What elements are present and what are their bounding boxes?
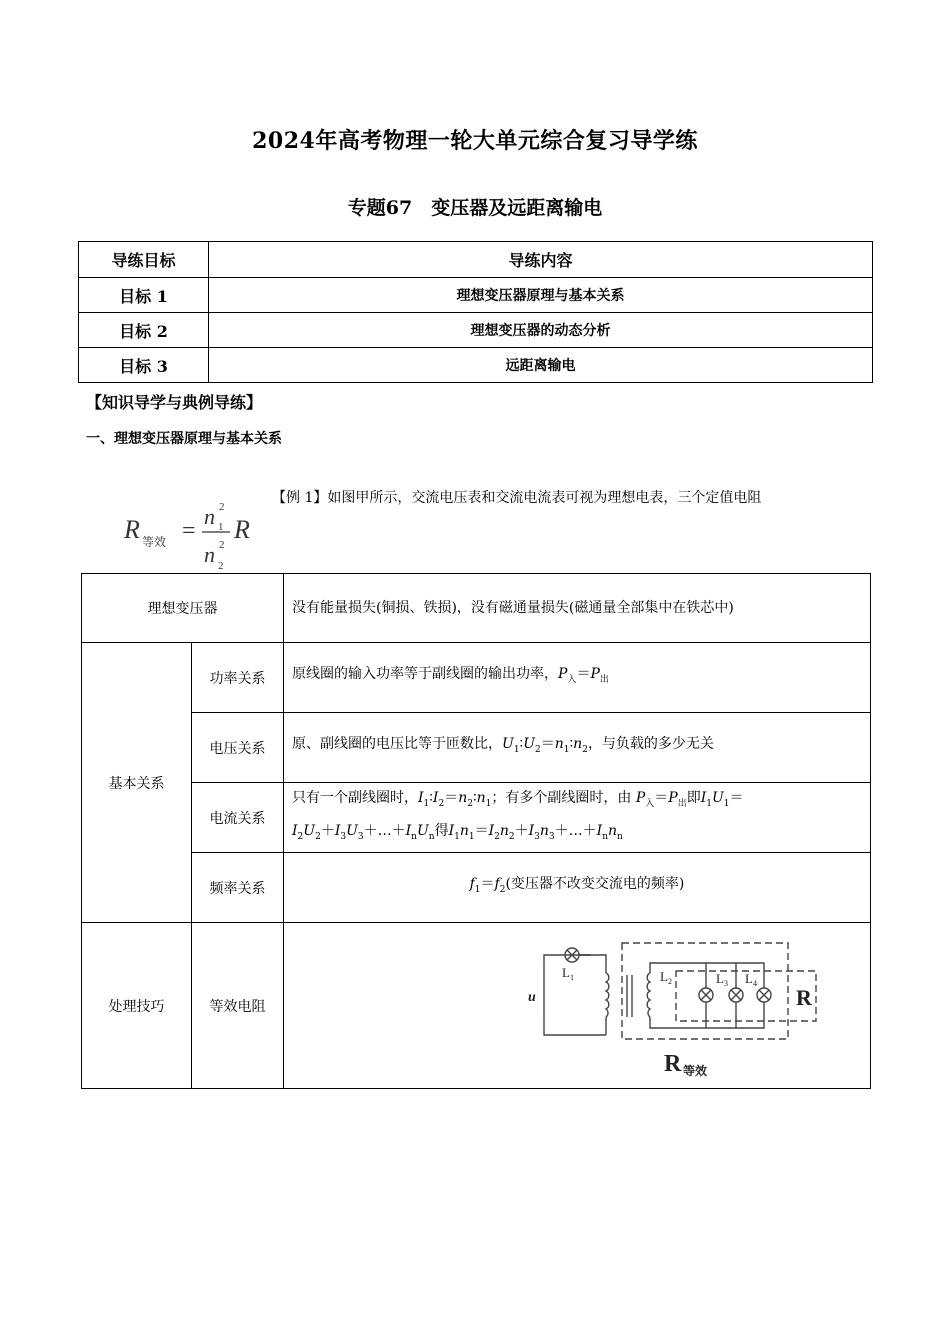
formula-lhs-sub: 等效 <box>142 535 167 549</box>
ideal-transformer-desc: 没有能量损失(铜损、铁损)，没有磁通量损失(磁通量全部集中在铁芯中) <box>284 574 871 643</box>
goals-target-cell: 目标 1 <box>79 278 209 313</box>
formula-den-sup: 2 <box>219 539 225 551</box>
goals-header-row <box>79 242 873 278</box>
formula-num-sup: 2 <box>219 501 225 513</box>
equivalent-resistance-circuit-diagram <box>526 933 826 1078</box>
voltage-relation-desc: 原、副线圈的电压比等于匝数比，$U_1∶U_2=n_1∶n_2$，与负载的多少无关 <box>284 713 871 783</box>
req-dashed-box <box>622 943 788 1039</box>
frequency-relation-label: 频率关系 <box>192 853 284 923</box>
r-label: R <box>796 985 812 1010</box>
secondary-coil-icon <box>647 973 650 1017</box>
req-sub: 等效 <box>683 1064 708 1078</box>
lamp-l3-label: L <box>716 971 724 986</box>
goals-row <box>79 348 873 383</box>
voltage-relation-label: 电压关系 <box>192 713 284 783</box>
formula-equals: = <box>182 518 196 544</box>
goals-content-cell: 远距离输电 <box>209 348 873 383</box>
goals-content-cell: 理想变压器的动态分析 <box>209 313 873 348</box>
formula-denominator: n <box>204 542 215 567</box>
circuit-cell <box>284 923 871 1089</box>
section-1-heading: 一、理想变压器原理与基本关系 <box>86 431 282 447</box>
power-relation-label: 功率关系 <box>192 643 284 713</box>
table-row <box>82 923 871 1089</box>
primary-coil-icon <box>606 973 609 1017</box>
equivalent-resistance-formula <box>122 494 272 574</box>
lamp-l4-sub: 4 <box>753 979 757 988</box>
formula-den-sub: 2 <box>218 560 224 572</box>
goals-row <box>79 278 873 313</box>
lamp-l1-sub: 1 <box>570 973 574 982</box>
formula-lhs: R <box>124 515 140 544</box>
current-relation-label: 电流关系 <box>192 783 284 853</box>
techniques-label: 处理技巧 <box>82 923 192 1089</box>
transformer-table <box>81 573 871 1089</box>
equivalent-resistance-label: 等效电阻 <box>192 923 284 1089</box>
lamp-l4-icon <box>757 988 771 1002</box>
frequency-relation-desc: $f_1=f_2$(变压器不改变交流电的频率) <box>284 853 871 923</box>
goals-target-cell: 目标 2 <box>79 313 209 348</box>
lamp-l4-label: L <box>745 971 753 986</box>
ideal-transformer-label: 理想变压器 <box>82 574 284 643</box>
goals-table <box>78 241 873 383</box>
power-relation-desc: 原线圈的输入功率等于副线圈的输出功率，$P_入=P_出$ <box>284 643 871 713</box>
formula-num-sub: 1 <box>218 521 224 533</box>
primary-wire <box>544 955 606 1035</box>
lamp-l2-label: L <box>660 969 668 984</box>
document-title: 2024年高考物理一轮大单元综合复习导学练 <box>252 128 698 154</box>
table-row <box>82 643 871 713</box>
formula-rhs: R <box>234 515 250 544</box>
secondary-wire-bottom <box>650 1011 764 1028</box>
table-row <box>82 783 871 853</box>
formula-numerator: n <box>204 504 215 529</box>
goals-header-content: 导练内容 <box>209 242 873 278</box>
lamp-l2-sub: 2 <box>668 977 672 986</box>
lamp-l3-sub: 3 <box>724 979 728 988</box>
lamp-l2-icon <box>699 988 713 1002</box>
table-row <box>82 853 871 923</box>
voltage-u-label: u <box>528 990 536 1005</box>
req-label: R <box>664 1051 682 1077</box>
lamp-l3-icon <box>729 988 743 1002</box>
goals-content-cell: 理想变压器原理与基本关系 <box>209 278 873 313</box>
goals-header-target: 导练目标 <box>79 242 209 278</box>
document-subtitle: 专题67 变压器及远距离输电 <box>347 197 603 219</box>
current-relation-desc: 只有一个副线圈时，$I_1∶I_2=n_2∶n_1$；有多个副线圈时，由 $P_入=P_出$即$I_1U_1=$ $I_2U_2+I_3U_3+\dots+I_nU_n$得$I_1n_1=I_2n_2+I_3n_3+\dots+I_nn_n$ <box>284 783 871 853</box>
table-row <box>82 574 871 643</box>
section-heading: 【知识导学与典例导练】 <box>86 393 263 412</box>
lamp-l1-label: L <box>562 965 570 980</box>
basic-relations-label: 基本关系 <box>82 643 192 923</box>
table-row <box>82 713 871 783</box>
goals-row <box>79 313 873 348</box>
example-1-text: 【例 1】如图甲所示，交流电压表和交流电流表可视为理想电表，三个定值电阻 <box>272 490 762 506</box>
goals-target-cell: 目标 3 <box>79 348 209 383</box>
